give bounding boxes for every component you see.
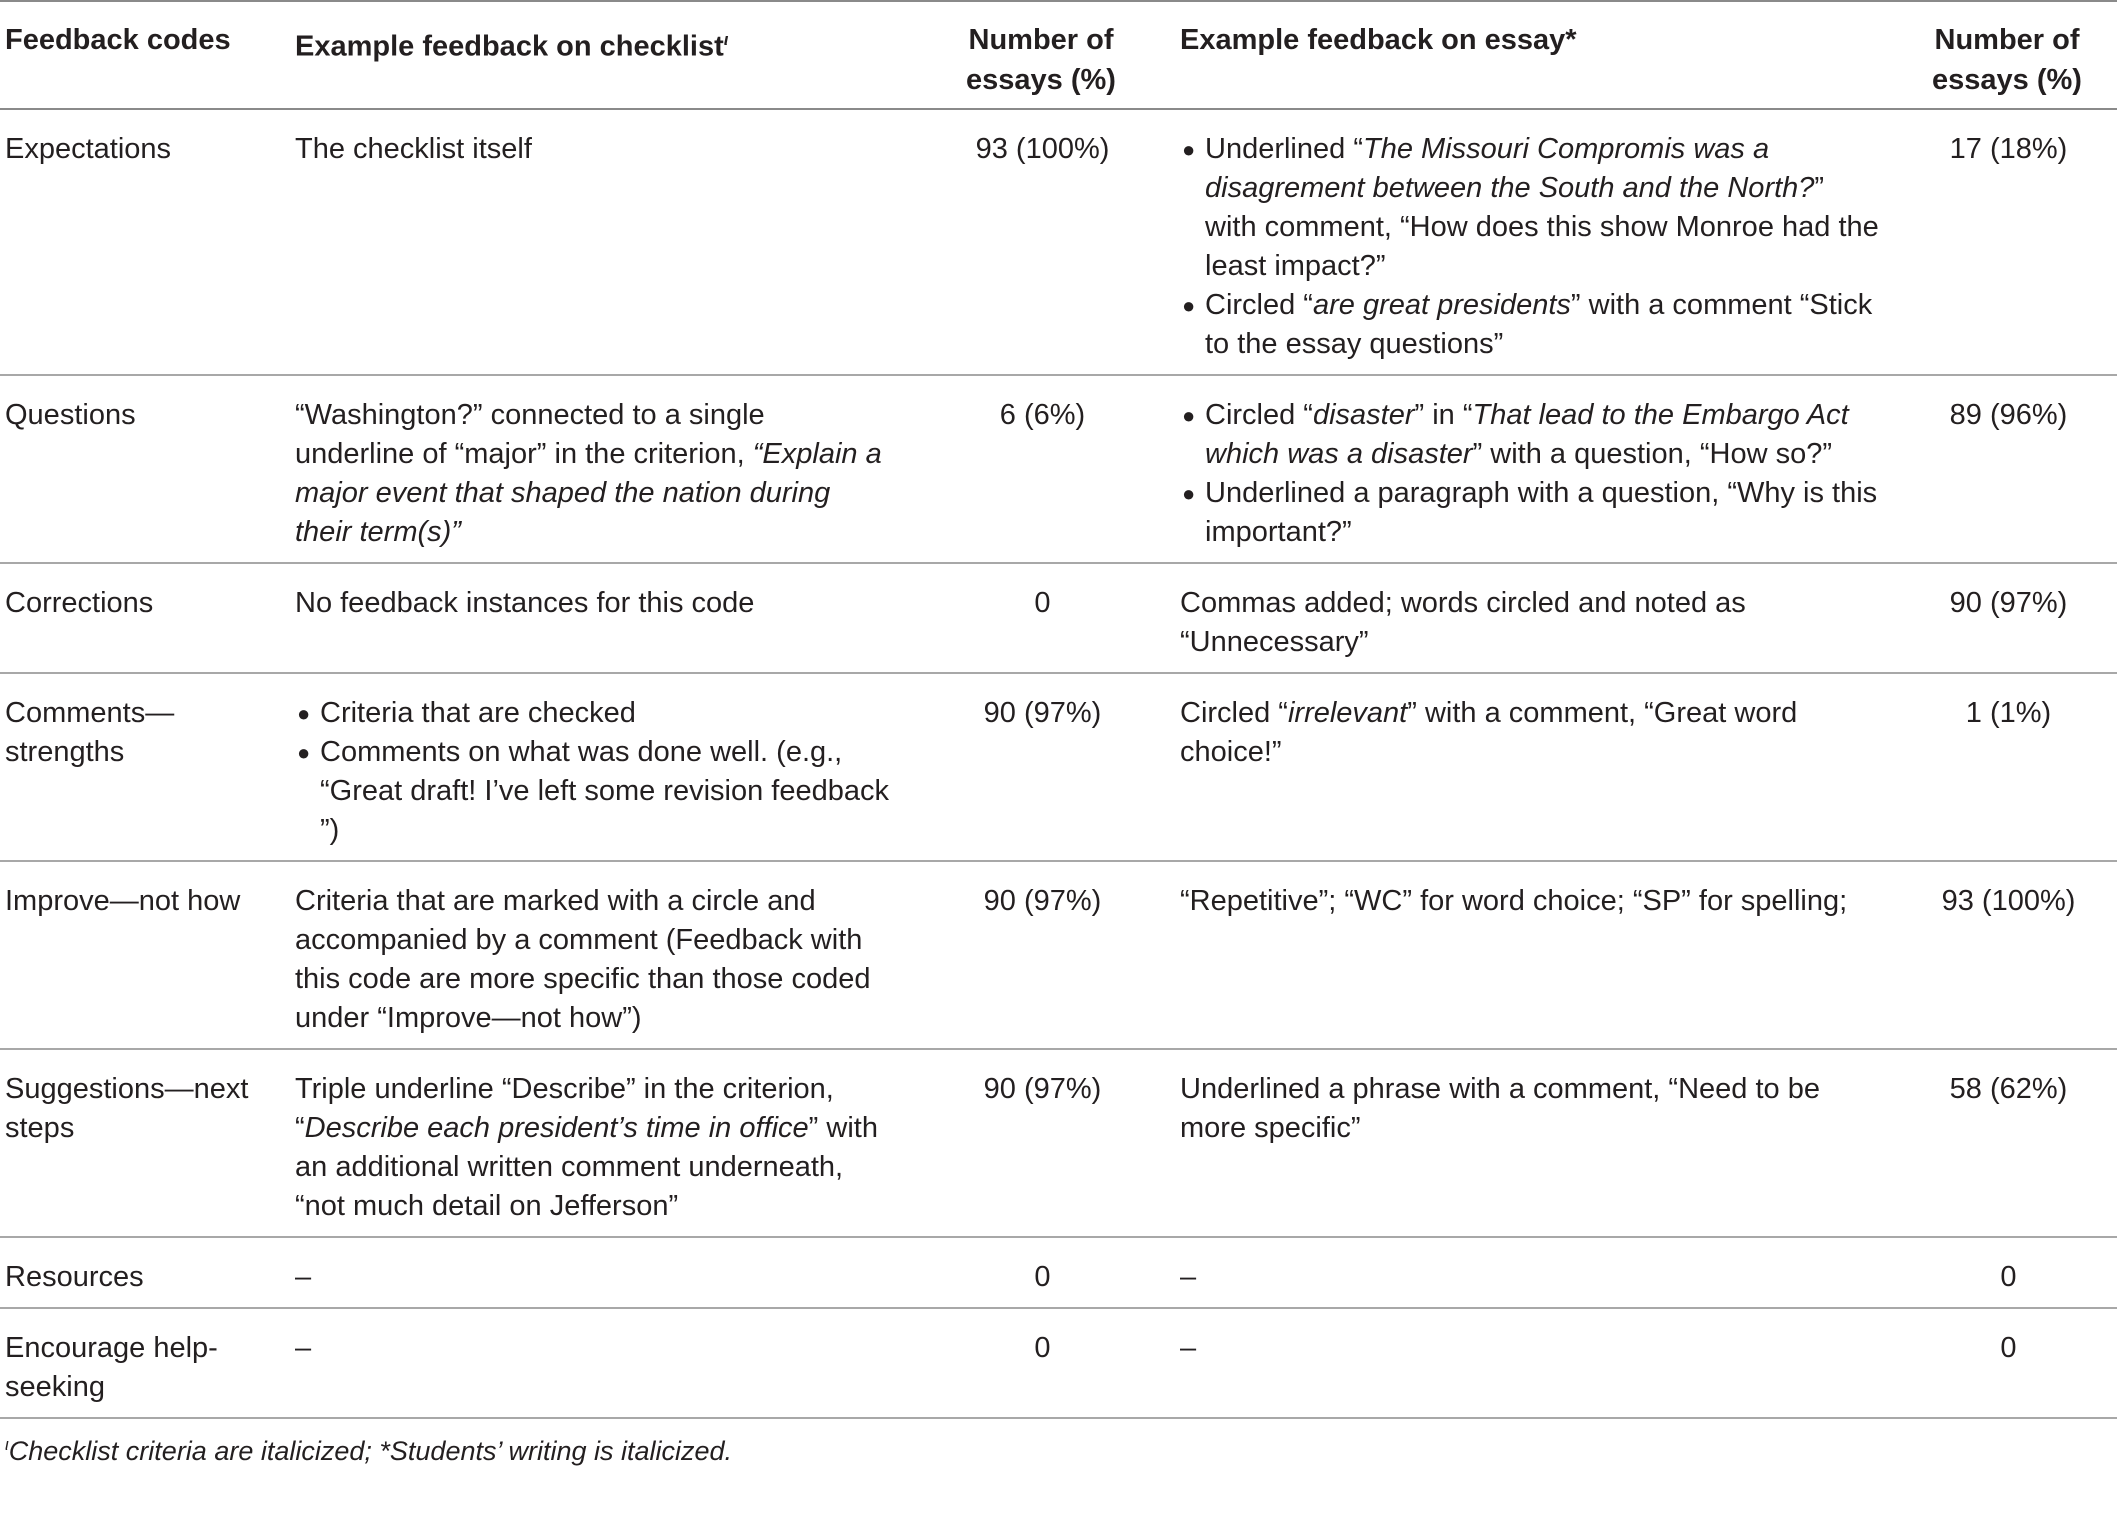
essay-cell: “Repetitive”; “WC” for word choice; “SP” for spelling; — [1180, 885, 1848, 917]
code-cell: Improve—not how — [5, 885, 241, 917]
essay-count-cell: 89 (96%) — [1949, 399, 2068, 431]
table-body — [0, 109, 2117, 1418]
essay-cell: Commas added; words circled and noted as “Unnecessary” — [1180, 587, 1746, 658]
bullet-item: ● Circled “are great presidents” with a comment “Stick to the essay questions” — [1180, 286, 1880, 364]
essay-count-cell: 93 (100%) — [1941, 885, 2076, 917]
bullet-icon: ● — [1182, 293, 1196, 318]
essay-count-cell: 0 — [2000, 1332, 2017, 1364]
table-row — [0, 673, 2117, 861]
checklist-count-cell: 90 (97%) — [983, 885, 1102, 917]
code-cell: Questions — [5, 399, 136, 431]
checklist-count-cell: 90 (97%) — [983, 697, 1102, 729]
checklist-count-cell: 0 — [1034, 1261, 1051, 1293]
bullet-icon: ● — [297, 740, 311, 765]
bullet-item: ● Underlined “The Missouri Compromis was a disagrement between the South and the North?” with comment, “How does this show Monroe had the least impact?” — [1180, 130, 1880, 286]
table-row — [0, 109, 2117, 375]
essay-count-cell: 1 (1%) — [1965, 697, 2052, 729]
essay-cell — [1175, 109, 1900, 375]
checklist-cell: Triple underline “Describe” in the criterion, “Describe each president’s time in office” with an additional written comment underneath, “not much detail on Jefferson” — [295, 1073, 878, 1222]
checklist-cell: No feedback instances for this code — [295, 587, 755, 619]
checklist-cell: Criteria that are marked with a circle and accompanied by a comment (Feedback with this code are more specific than those coded under “Improve—not how”) — [295, 885, 871, 1034]
footnote-mark: ι — [5, 1435, 9, 1454]
bullet-icon: ● — [1182, 481, 1196, 506]
header-row — [0, 1, 2117, 109]
table-row — [0, 861, 2117, 1049]
essay-count-cell: 17 (18%) — [1949, 133, 2068, 165]
checklist-count-cell: 0 — [1034, 1332, 1051, 1364]
table-footnote — [0, 1419, 2117, 1477]
essay-cell: Circled “irrelevant” with a comment, “Great word choice!” — [1180, 697, 1798, 768]
bullet-icon: ● — [1182, 403, 1196, 428]
bullet-item: ● Circled “disaster” in “That lead to the Embargo Act which was a disaster” with a question, “How so?” — [1180, 396, 1880, 474]
bullet-item: ● Underlined a paragraph with a question, “Why is this important?” — [1180, 474, 1880, 552]
code-cell: Expectations — [5, 133, 172, 165]
essay-count-cell: 90 (97%) — [1949, 587, 2068, 619]
table-header — [0, 1, 2117, 109]
header-number-essays-essay: Number of essays (%) — [1932, 24, 2082, 96]
checklist-cell: “Washington?” connected to a single underline of “major” in the criterion, “Explain a major event that shaped the nation during their term(s)” — [295, 399, 882, 548]
checklist-count-cell: 6 (6%) — [999, 399, 1086, 431]
header-feedback-codes: Feedback codes — [5, 24, 231, 56]
checklist-count-cell: 93 (100%) — [975, 133, 1110, 165]
checklist-footnote-mark: ι — [723, 30, 729, 49]
header-checklist-feedback: Example feedback on checklist$^\iota$ — [295, 30, 729, 63]
table-row — [0, 375, 2117, 563]
table-row — [0, 1308, 2117, 1418]
essay-cell: – — [1180, 1332, 1197, 1364]
checklist-cell: The checklist itself — [295, 133, 532, 165]
checklist-count-cell: 90 (97%) — [983, 1073, 1102, 1105]
checklist-count-cell: 0 — [1034, 587, 1051, 619]
code-cell: Encourage help-seeking — [5, 1332, 218, 1403]
table-row — [0, 1237, 2117, 1308]
code-cell: Suggestions—next steps — [5, 1073, 249, 1144]
bullet-icon: ● — [1182, 137, 1196, 162]
header-essay-feedback: Example feedback on essay* — [1180, 24, 1577, 56]
essay-cell — [1175, 375, 1900, 563]
footnote-text: Checklist criteria are italicized; *Students’ writing is italicized. — [8, 1436, 733, 1466]
table-row — [0, 1049, 2117, 1237]
checklist-cell: – — [295, 1261, 312, 1293]
code-cell: Comments—strengths — [5, 697, 175, 768]
checklist-cell — [290, 673, 910, 861]
bullet-item: ● Comments on what was done well. (e.g., “Great draft! I’ve left some revision feedback ”) — [295, 733, 890, 850]
bullet-item: ● Criteria that are checked — [295, 694, 890, 733]
code-cell: Resources — [5, 1261, 144, 1293]
code-cell: Corrections — [5, 587, 154, 619]
header-number-essays-checklist: Number of essays (%) — [966, 24, 1116, 96]
essay-cell: Underlined a phrase with a comment, “Need to be more specific” — [1180, 1073, 1820, 1144]
table-row — [0, 563, 2117, 673]
bullet-icon: ● — [297, 701, 311, 726]
essay-cell: – — [1180, 1261, 1197, 1293]
essay-count-cell: 58 (62%) — [1949, 1073, 2068, 1105]
checklist-cell: – — [295, 1332, 312, 1364]
essay-count-cell: 0 — [2000, 1261, 2017, 1293]
